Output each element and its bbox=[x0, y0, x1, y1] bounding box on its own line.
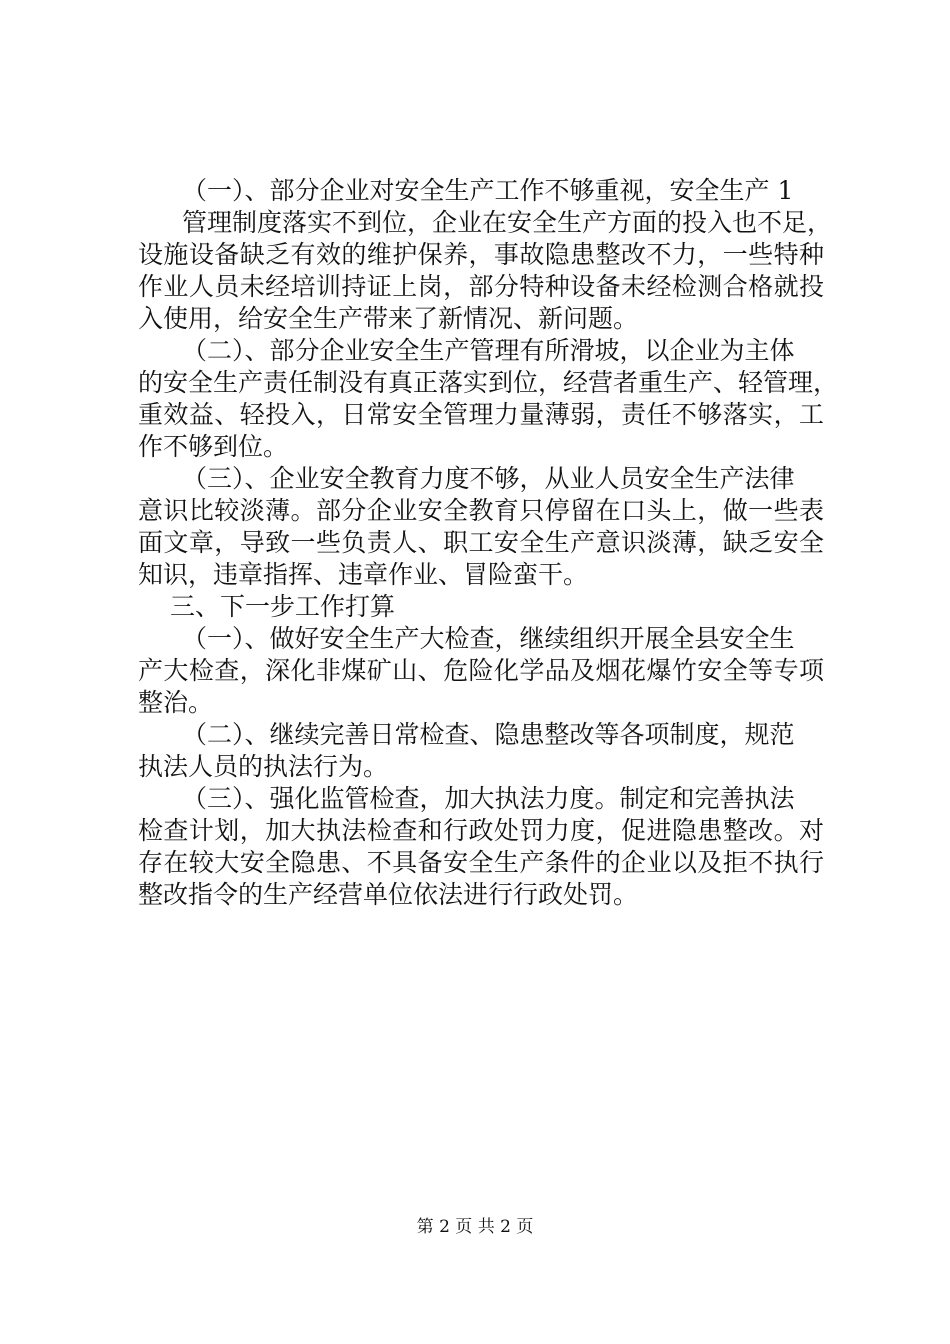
section-heading: 三、下一步工作打算 bbox=[170, 592, 396, 621]
text-line-7: 的安全生产责任制没有真正落实到位，经营者重生产、轻管理， bbox=[138, 368, 839, 397]
text-line-13: 知识，违章指挥、违章作业、冒险蛮干。 bbox=[138, 560, 589, 589]
text-line-12: 面文章，导致一些负责人、职工安全生产意识淡薄，缺乏安全 bbox=[138, 528, 824, 557]
text-line-22: 存在较大安全隐患、不具备安全生产条件的企业以及拒不执行 bbox=[138, 848, 824, 877]
text-line-20: （三）、强化监管检查，加大执法力度。制定和完善执法 bbox=[182, 784, 795, 813]
text-line-3: 设施设备缺乏有效的维护保养，事故隐患整改不力，一些特种 bbox=[138, 240, 824, 269]
text-line-4: 作业人员未经培训持证上岗，部分特种设备未经检测合格就投 bbox=[138, 272, 824, 301]
text-line-10: （三）、企业安全教育力度不够，从业人员安全生产法律 bbox=[182, 464, 795, 493]
text-line-2: 管理制度落实不到位，企业在安全生产方面的投入也不足， bbox=[182, 208, 833, 237]
text-line-16: 产大检查，深化非煤矿山、危险化学品及烟花爆竹安全等专项 bbox=[138, 656, 824, 685]
text-line-9: 作不够到位。 bbox=[138, 432, 289, 461]
text-line-8: 重效益、轻投入，日常安全管理力量薄弱，责任不够落实，工 bbox=[138, 400, 824, 429]
text-line-23: 整改指令的生产经营单位依法进行行政处罚。 bbox=[138, 880, 639, 909]
text-line-1: （一）、部分企业对安全生产工作不够重视，安全生产 1 bbox=[182, 176, 794, 205]
text-line-15: （一）、做好安全生产大检查，继续组织开展全县安全生 bbox=[182, 624, 795, 653]
text-line-17: 整治。 bbox=[138, 688, 214, 717]
text-line-5: 入使用，给安全生产带来了新情况、新问题。 bbox=[138, 304, 639, 333]
text-line-19: 执法人员的执法行为。 bbox=[138, 752, 389, 781]
page-footer: 第 2 页 共 2 页 bbox=[416, 1217, 534, 1237]
text-line-6: （二）、部分企业安全生产管理有所滑坡，以企业为主体 bbox=[182, 336, 795, 365]
text-line-18: （二）、继续完善日常检查、隐患整改等各项制度，规范 bbox=[182, 720, 795, 749]
text-line-21: 检查计划，加大执法检查和行政处罚力度，促进隐患整改。对 bbox=[138, 816, 824, 845]
text-line-11: 意识比较淡薄。部分企业安全教育只停留在口头上，做一些表 bbox=[138, 496, 824, 525]
